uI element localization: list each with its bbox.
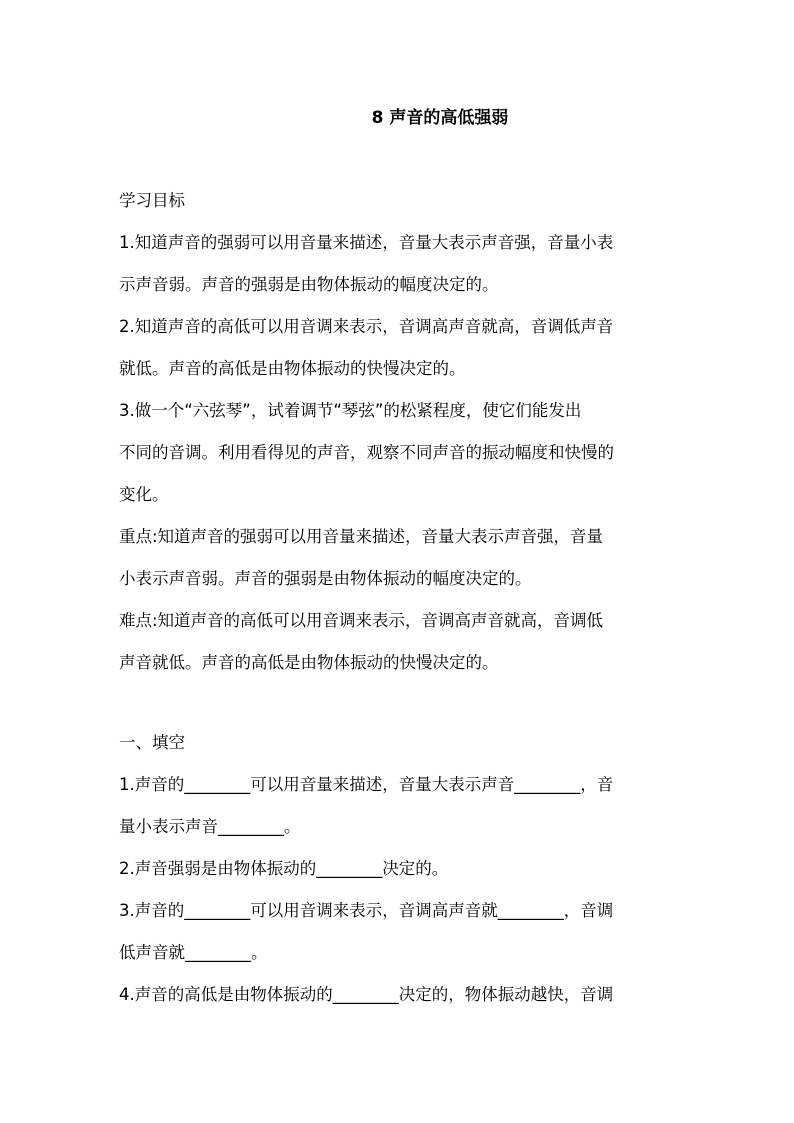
objectives-line: 变化。 [119,485,169,504]
key-point-line: 小表示声音弱。声音的强弱是由物体振动的幅度决定的。 [119,569,532,588]
fill-blank-question-line: 4.声音的高低是由物体振动的________决定的，物体振动越快，音调 [119,985,614,1004]
objectives-heading: 学习目标 [119,191,185,210]
fill-blank-question-line: 1.声音的________可以用音量来描述，音量大表示声音________，音 [119,775,614,794]
objectives-line: 1.知道声音的强弱可以用音量来描述，音量大表示声音强，音量小表 [119,233,614,252]
objectives-line: 不同的音调。利用看得见的声音，观察不同声音的振动幅度和快慢的 [119,443,614,462]
difficult-point-line: 声音就低。声音的高低是由物体振动的快慢决定的。 [119,653,499,672]
key-point-line: 重点:知道声音的强弱可以用音量来描述，音量大表示声音强，音量 [119,527,604,546]
fill-blank-question-line: 低声音就________。 [119,943,268,962]
fill-blank-question-line: 2.声音强弱是由物体振动的________决定的。 [119,859,449,878]
objectives-line: 2.知道声音的高低可以用音调来表示，音调高声音就高，音调低声音 [119,317,614,336]
fill-blank-question-line: 量小表示声音________。 [119,817,301,836]
page-title: 8 声音的高低强弱 [371,108,509,128]
objectives-line: 3.做一个“六弦琴”，试着调节“琴弦”的松紧程度，使它们能发出 [119,401,582,420]
fill-blanks-section [119,722,679,1016]
objectives-line: 就低。声音的高低是由物体振动的快慢决定的。 [119,359,466,378]
objectives-line: 示声音弱。声音的强弱是由物体振动的幅度决定的。 [119,275,499,294]
objectives-section [119,180,679,684]
fill-blank-question-line: 3.声音的________可以用音调来表示，音调高声音就________，音调 [119,901,614,920]
difficult-point-line: 难点:知道声音的高低可以用音调来表示，音调高声音就高，音调低 [119,611,604,630]
fill-blanks-heading: 一、填空 [119,733,185,752]
